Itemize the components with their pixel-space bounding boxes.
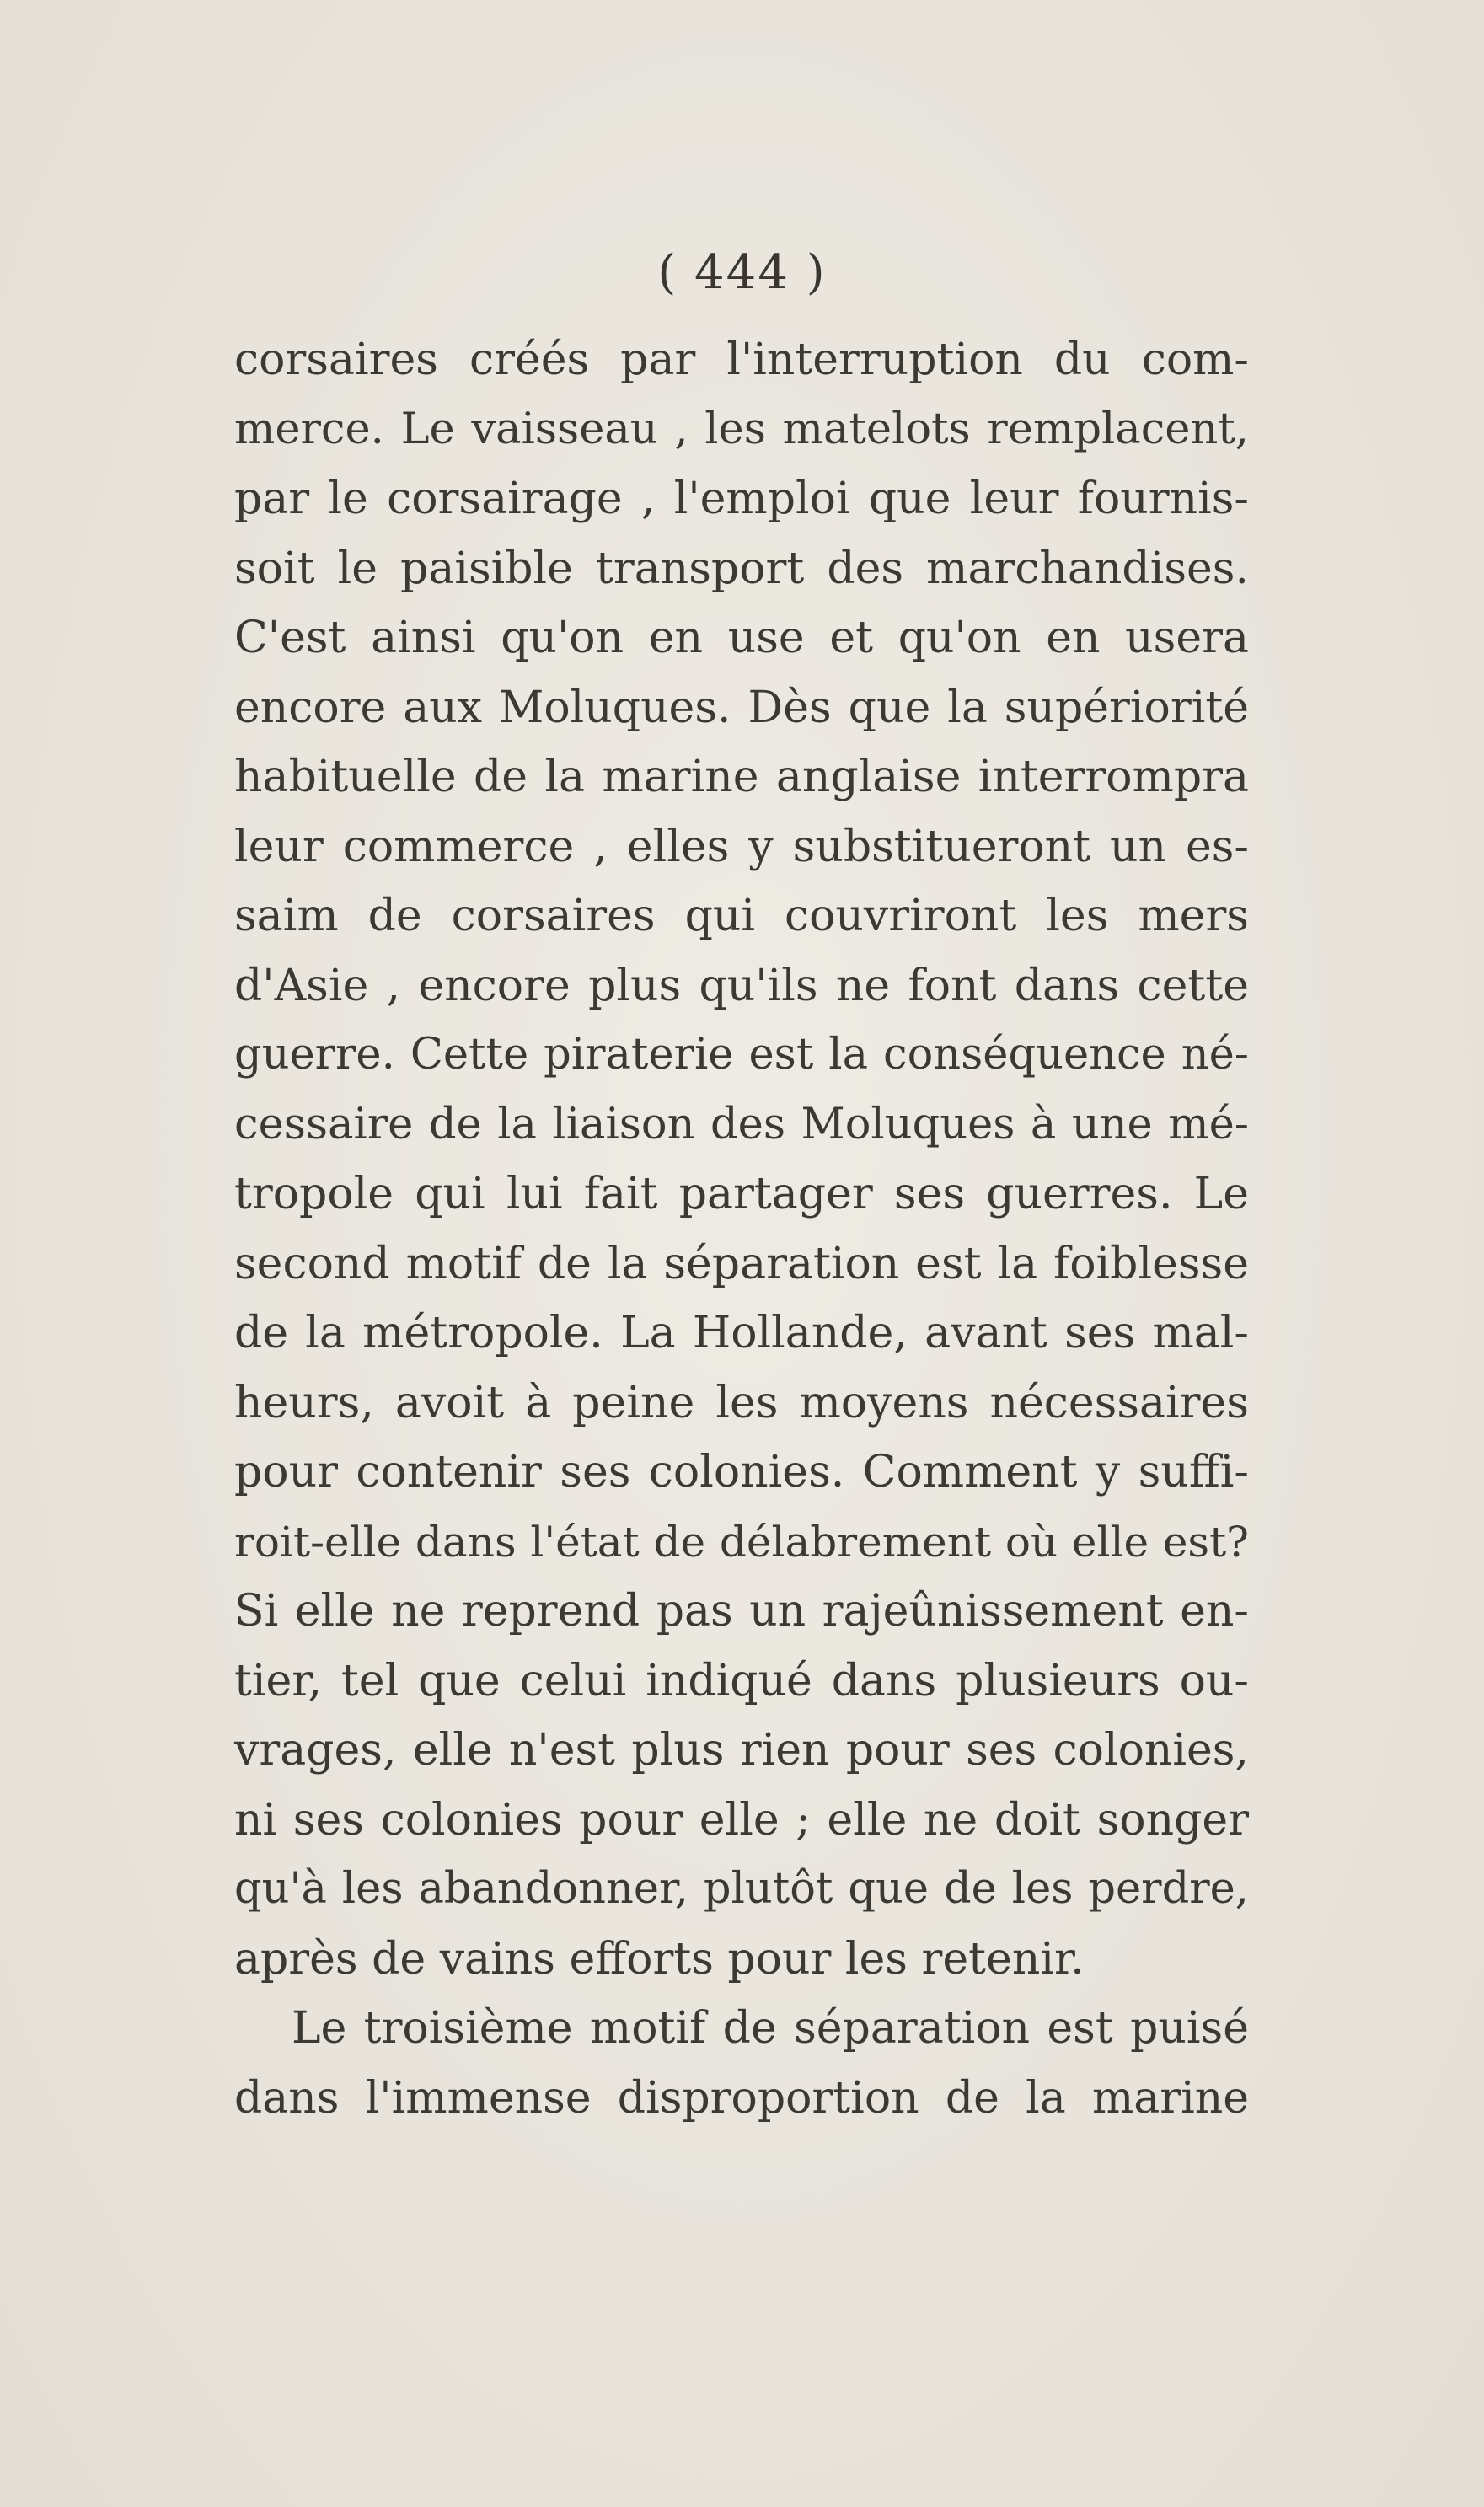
text-line: après de vains efforts pour les retenir. <box>234 1933 1085 1985</box>
page-number: ( 444 ) <box>657 245 827 300</box>
text-line: soit le paisible transport des marchandises. <box>234 543 1249 594</box>
text-line: encore aux Moluques. Dès que la supériorité <box>234 682 1249 733</box>
text-line: merce. Le vaisseau , les matelots remplacent, <box>234 404 1249 454</box>
text-line: habituelle de la marine anglaise interrompra <box>234 752 1249 802</box>
text-line: saim de corsaires qui couvriront les mers <box>234 891 1249 941</box>
text-line: ni ses colonies pour elle ; elle ne doit songer <box>234 1794 1249 1845</box>
text-line: qu'à les abandonner, plutôt que de les perdre, <box>234 1864 1249 1914</box>
text-line: de la métropole. La Hollande, avant ses mal- <box>234 1308 1249 1358</box>
text-line: pour contenir ses colonies. Comment y suffi- <box>234 1447 1249 1497</box>
text-line: roit-elle dans l'état de délabrement où elle est? <box>234 1517 1249 1567</box>
text-line: corsaires créés par l'interruption du com- <box>234 335 1249 385</box>
text-line: guerre. Cette piraterie est la conséquence né- <box>234 1030 1249 1079</box>
text-line: cessaire de la liaison des Moluques à une mé- <box>234 1099 1249 1149</box>
text-line: C'est ainsi qu'on en use et qu'on en usera <box>234 613 1249 663</box>
text-line: heurs, avoit à peine les moyens nécessaires <box>234 1377 1249 1428</box>
text-line: Si elle ne reprend pas un rajeûnissement en- <box>234 1586 1249 1637</box>
text-line: tropole qui lui fait partager ses guerres. Le <box>234 1169 1249 1219</box>
text-line: vrages, elle n'est plus rien pour ses colonies, <box>234 1725 1249 1776</box>
text-line: dans l'immense disproportion de la marine <box>234 2072 1249 2124</box>
text-line: leur commerce , elles y substitueront un es- <box>234 821 1249 872</box>
text-line: par le corsairage , l'emploi que leur fournis- <box>234 474 1249 524</box>
text-line: d'Asie , encore plus qu'ils ne font dans cette <box>234 960 1249 1011</box>
text-line: second motif de la séparation est la foiblesse <box>234 1238 1249 1289</box>
text-line: tier, tel que celui indiqué dans plusieurs ou- <box>234 1655 1249 1706</box>
body-text <box>234 325 1249 2133</box>
text-line: Le troisième motif de séparation est puisé <box>292 2003 1249 2054</box>
